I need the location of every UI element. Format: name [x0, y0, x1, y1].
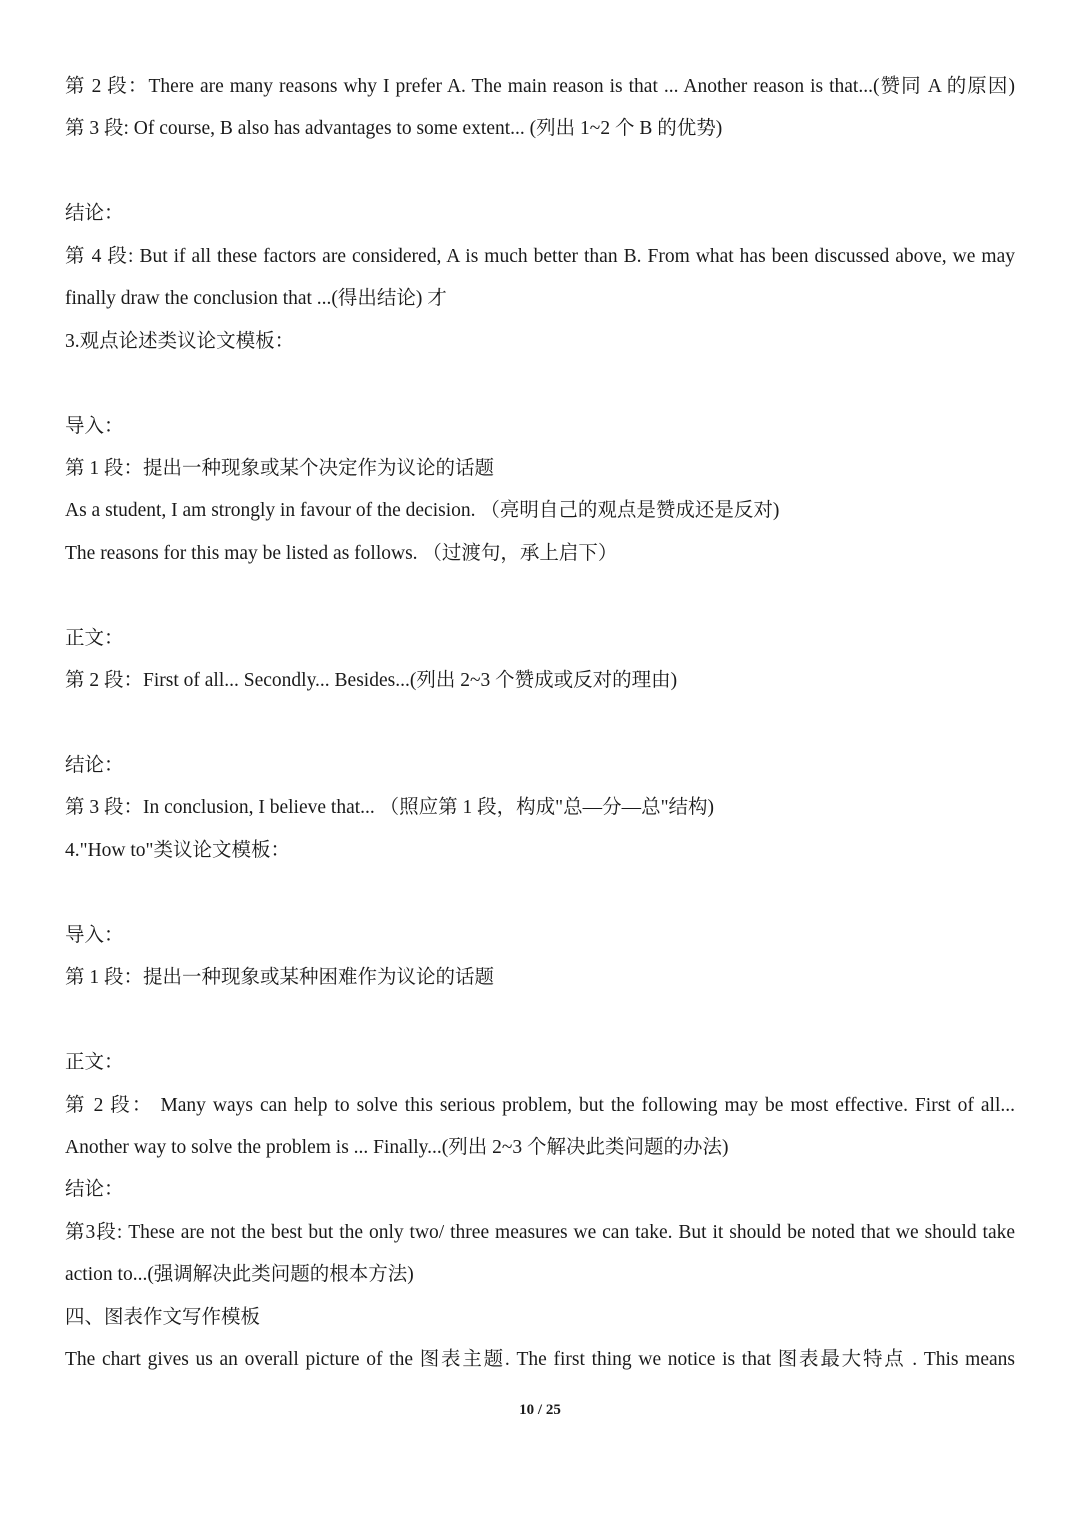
paragraph-2-solutions-cont: Another way to solve the problem is ... Finally...(列出 2~3 个解决此类问题的办法) — [65, 1137, 729, 1158]
paragraph-4-conclusion-cont: finally draw the conclusion that ...(得出结论) 才 — [65, 288, 447, 309]
section-label-conclusion: 结论： — [65, 203, 124, 224]
paragraph-3-in-conclusion: 第 3 段：In conclusion, I believe that... （照应第 1 段，构成"总—分—总"结构) — [65, 797, 715, 818]
section-label-body: 正文： — [65, 628, 124, 649]
section-label-body: 正文： — [65, 1052, 124, 1073]
paragraph-3-measures: 第3段: These are not the best but the only two/ three measures we can take. But it should be noted that we should take — [65, 1222, 1015, 1243]
paragraph-3-b-advantages: 第 3 段: Of course, B also has advantages to some extent... (列出 1~2 个 B 的优势) — [65, 118, 723, 139]
paragraph-2-reasons-list: 第 2 段：First of all... Secondly... Besides...(列出 2~3 个赞成或反对的理由) — [65, 670, 678, 691]
section-label-conclusion: 结论： — [65, 1179, 124, 1200]
paragraph-2-solutions: 第 2 段： Many ways can help to solve this serious problem, but the following may be most effective. First of all... — [65, 1095, 1015, 1116]
paragraph-1-topic: 第 1 段：提出一种现象或某个决定作为议论的话题 — [65, 458, 495, 479]
paragraph-1-opinion: As a student, I am strongly in favour of the decision. （亮明自己的观点是赞成还是反对) — [65, 500, 780, 521]
chart-template-sentence: The chart gives us an overall picture of the 图表主题. The first thing we notice is that 图表最大特点 . This means — [65, 1349, 1015, 1370]
paragraph-4-conclusion: 第 4 段: But if all these factors are considered, A is much better than B. From what has been discussed above, we may — [65, 246, 1015, 267]
section-label-intro: 导入： — [65, 925, 124, 946]
heading-template-4: 4."How to"类议论文模板： — [65, 840, 291, 861]
section-label-intro: 导入： — [65, 416, 124, 437]
paragraph-1-problem: 第 1 段：提出一种现象或某种困难作为议论的话题 — [65, 967, 495, 988]
paragraph-2-reasons: 第 2 段：There are many reasons why I prefer A. The main reason is that ... Another reason is that...(赞同 A 的原因) — [65, 76, 1015, 97]
section-label-conclusion: 结论： — [65, 755, 124, 776]
heading-chart-template: 四、图表作文写作模板 — [65, 1307, 261, 1328]
paragraph-3-measures-cont: action to...(强调解决此类问题的根本方法) — [65, 1264, 414, 1285]
page-number: 10 / 25 — [519, 1402, 561, 1418]
heading-template-3: 3.观点论述类议论文模板： — [65, 331, 295, 352]
paragraph-1-transition: The reasons for this may be listed as follows. （过渡句，承上启下） — [65, 543, 618, 564]
